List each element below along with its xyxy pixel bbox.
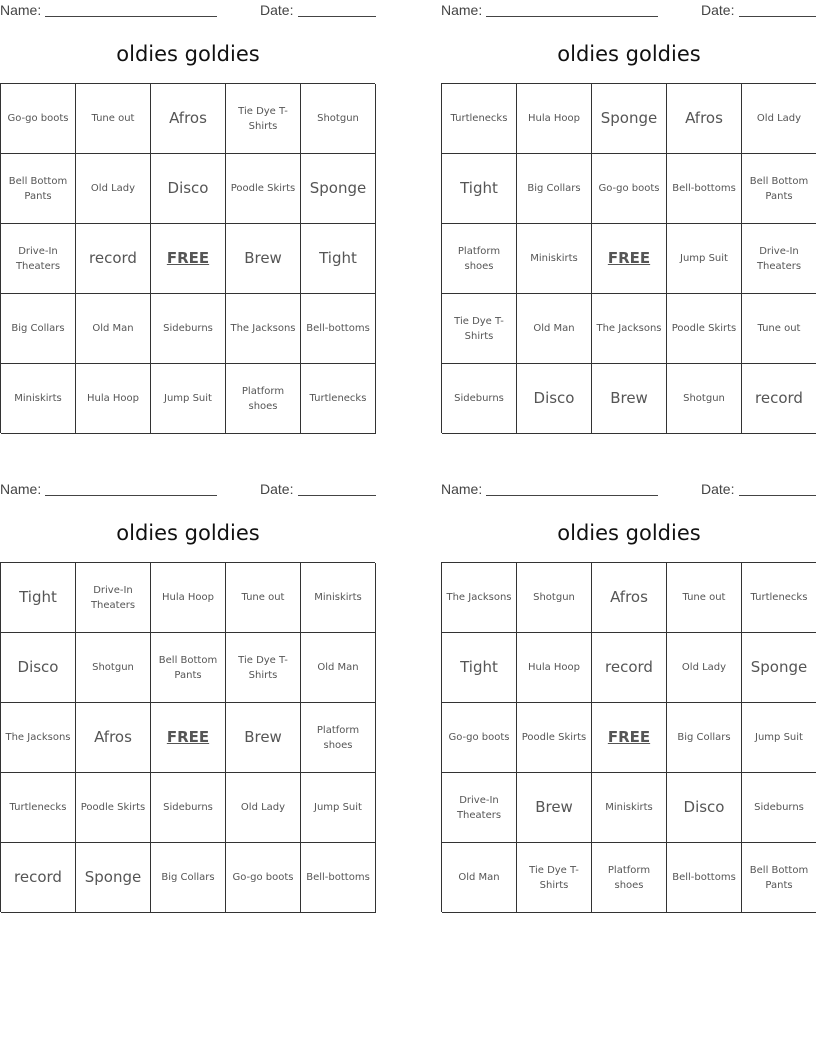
- bingo-cell[interactable]: Tune out: [76, 84, 151, 154]
- bingo-cell[interactable]: Shotgun: [301, 84, 376, 154]
- name-label: Name:: [0, 2, 42, 18]
- bingo-cell[interactable]: Turtlenecks: [742, 563, 816, 633]
- bingo-cell[interactable]: Go-go boots: [226, 843, 301, 913]
- bingo-cell[interactable]: Disco: [667, 773, 742, 843]
- bingo-card-1: [0, 0, 376, 440]
- free-space-cell[interactable]: FREE: [592, 703, 667, 773]
- bingo-cell[interactable]: Tight: [1, 563, 76, 633]
- bingo-cell[interactable]: Disco: [517, 364, 592, 434]
- bingo-cell[interactable]: Bell Bottom Pants: [1, 154, 76, 224]
- date-blank-line[interactable]: [298, 495, 376, 496]
- bingo-cell[interactable]: Tie Dye T-Shirts: [442, 294, 517, 364]
- name-label: Name:: [441, 481, 483, 497]
- bingo-cell[interactable]: Old Man: [76, 294, 151, 364]
- date-blank-line[interactable]: [739, 495, 816, 496]
- bingo-cell[interactable]: Platform shoes: [226, 364, 301, 434]
- bingo-cell[interactable]: Big Collars: [667, 703, 742, 773]
- bingo-cell[interactable]: Miniskirts: [301, 563, 376, 633]
- bingo-cell[interactable]: Jump Suit: [301, 773, 376, 843]
- free-space-cell[interactable]: FREE: [592, 224, 667, 294]
- bingo-cell[interactable]: Afros: [151, 84, 226, 154]
- bingo-cell[interactable]: Old Man: [517, 294, 592, 364]
- bingo-cell[interactable]: Turtlenecks: [1, 773, 76, 843]
- name-blank-line[interactable]: [486, 16, 658, 17]
- bingo-cell[interactable]: Drive-In Theaters: [1, 224, 76, 294]
- bingo-cell[interactable]: Tune out: [667, 563, 742, 633]
- bingo-cell[interactable]: Tie Dye T-Shirts: [226, 84, 301, 154]
- bingo-cell[interactable]: Platform shoes: [442, 224, 517, 294]
- bingo-cell[interactable]: Tight: [442, 154, 517, 224]
- bingo-cell[interactable]: Drive-In Theaters: [742, 224, 816, 294]
- bingo-cell[interactable]: Bell-bottoms: [301, 843, 376, 913]
- bingo-cell[interactable]: Afros: [592, 563, 667, 633]
- name-date-header: [0, 0, 376, 22]
- bingo-cell[interactable]: Bell Bottom Pants: [742, 843, 816, 913]
- bingo-cell[interactable]: Tune out: [226, 563, 301, 633]
- bingo-cell[interactable]: Shotgun: [76, 633, 151, 703]
- bingo-cell[interactable]: Sponge: [301, 154, 376, 224]
- card-title: oldies goldies: [116, 42, 260, 66]
- bingo-cell[interactable]: record: [1, 843, 76, 913]
- bingo-cell[interactable]: Hula Hoop: [151, 563, 226, 633]
- bingo-cell[interactable]: Sponge: [742, 633, 816, 703]
- bingo-cell[interactable]: Brew: [226, 224, 301, 294]
- card-title: oldies goldies: [116, 521, 260, 545]
- free-space-cell[interactable]: FREE: [151, 703, 226, 773]
- bingo-card-3: [0, 479, 376, 919]
- bingo-cell[interactable]: Big Collars: [151, 843, 226, 913]
- bingo-cell[interactable]: Brew: [517, 773, 592, 843]
- date-blank-line[interactable]: [298, 16, 376, 17]
- bingo-cell[interactable]: Turtlenecks: [442, 84, 517, 154]
- name-date-header: [441, 479, 816, 501]
- bingo-cell[interactable]: Drive-In Theaters: [76, 563, 151, 633]
- bingo-cell[interactable]: The Jacksons: [442, 563, 517, 633]
- bingo-cell[interactable]: Sideburns: [742, 773, 816, 843]
- bingo-cell[interactable]: The Jacksons: [226, 294, 301, 364]
- bingo-cell[interactable]: Go-go boots: [1, 84, 76, 154]
- bingo-cell[interactable]: Sideburns: [151, 773, 226, 843]
- bingo-cell[interactable]: record: [742, 364, 816, 434]
- bingo-cell[interactable]: Brew: [592, 364, 667, 434]
- bingo-cell[interactable]: Hula Hoop: [517, 84, 592, 154]
- name-label: Name:: [441, 2, 483, 18]
- bingo-cell[interactable]: Sponge: [76, 843, 151, 913]
- card-title: oldies goldies: [557, 521, 701, 545]
- bingo-cell[interactable]: Hula Hoop: [76, 364, 151, 434]
- bingo-cell[interactable]: Old Man: [301, 633, 376, 703]
- name-date-header: [441, 0, 816, 22]
- bingo-card-4: [441, 479, 816, 919]
- bingo-cell[interactable]: Turtlenecks: [301, 364, 376, 434]
- name-blank-line[interactable]: [45, 495, 217, 496]
- bingo-cell[interactable]: Sideburns: [151, 294, 226, 364]
- bingo-cell[interactable]: Jump Suit: [151, 364, 226, 434]
- bingo-cell[interactable]: The Jacksons: [592, 294, 667, 364]
- bingo-cell[interactable]: Old Lady: [667, 633, 742, 703]
- bingo-cell[interactable]: Bell-bottoms: [301, 294, 376, 364]
- bingo-cell[interactable]: Afros: [76, 703, 151, 773]
- free-space-cell[interactable]: FREE: [151, 224, 226, 294]
- bingo-cell[interactable]: Bell Bottom Pants: [742, 154, 816, 224]
- bingo-grid: [0, 562, 375, 912]
- bingo-cell[interactable]: Sponge: [592, 84, 667, 154]
- bingo-cell[interactable]: Old Lady: [742, 84, 816, 154]
- name-label: Name:: [0, 481, 42, 497]
- bingo-cell[interactable]: Jump Suit: [742, 703, 816, 773]
- date-label: Date:: [701, 2, 735, 18]
- bingo-cell[interactable]: Tight: [442, 633, 517, 703]
- date-label: Date:: [260, 2, 294, 18]
- bingo-cell[interactable]: Old Lady: [76, 154, 151, 224]
- bingo-cell[interactable]: The Jacksons: [1, 703, 76, 773]
- date-blank-line[interactable]: [739, 16, 816, 17]
- bingo-card-2: [441, 0, 816, 440]
- bingo-cell[interactable]: Brew: [226, 703, 301, 773]
- bingo-cell[interactable]: Disco: [151, 154, 226, 224]
- bingo-cell[interactable]: record: [76, 224, 151, 294]
- name-date-header: [0, 479, 376, 501]
- bingo-cell[interactable]: Big Collars: [1, 294, 76, 364]
- bingo-cell[interactable]: Bell Bottom Pants: [151, 633, 226, 703]
- date-label: Date:: [260, 481, 294, 497]
- bingo-cell[interactable]: Miniskirts: [517, 224, 592, 294]
- bingo-grid: [441, 562, 816, 912]
- name-blank-line[interactable]: [486, 495, 658, 496]
- bingo-cell[interactable]: Drive-In Theaters: [442, 773, 517, 843]
- bingo-cell[interactable]: Go-go boots: [592, 154, 667, 224]
- bingo-cell[interactable]: Bell-bottoms: [667, 843, 742, 913]
- bingo-cell[interactable]: Hula Hoop: [517, 633, 592, 703]
- bingo-cell[interactable]: Bell-bottoms: [667, 154, 742, 224]
- name-blank-line[interactable]: [45, 16, 217, 17]
- bingo-cell[interactable]: Old Man: [442, 843, 517, 913]
- bingo-cell[interactable]: Tune out: [742, 294, 816, 364]
- bingo-cell[interactable]: Poodle Skirts: [76, 773, 151, 843]
- date-label: Date:: [701, 481, 735, 497]
- bingo-cell[interactable]: record: [592, 633, 667, 703]
- bingo-grid: [441, 83, 816, 433]
- bingo-cell[interactable]: Tie Dye T-Shirts: [517, 843, 592, 913]
- bingo-cell[interactable]: Sideburns: [442, 364, 517, 434]
- bingo-cell[interactable]: Miniskirts: [592, 773, 667, 843]
- bingo-cell[interactable]: Tie Dye T-Shirts: [226, 633, 301, 703]
- bingo-cell[interactable]: Old Lady: [226, 773, 301, 843]
- bingo-cell[interactable]: Disco: [1, 633, 76, 703]
- bingo-cell[interactable]: Shotgun: [517, 563, 592, 633]
- bingo-cell[interactable]: Poodle Skirts: [667, 294, 742, 364]
- bingo-grid: [0, 83, 375, 433]
- bingo-cell[interactable]: Shotgun: [667, 364, 742, 434]
- bingo-cell[interactable]: Poodle Skirts: [226, 154, 301, 224]
- card-title: oldies goldies: [557, 42, 701, 66]
- bingo-cell[interactable]: Platform shoes: [301, 703, 376, 773]
- bingo-cell[interactable]: Tight: [301, 224, 376, 294]
- bingo-cell[interactable]: Go-go boots: [442, 703, 517, 773]
- bingo-cell[interactable]: Big Collars: [517, 154, 592, 224]
- bingo-cell[interactable]: Platform shoes: [592, 843, 667, 913]
- bingo-cell[interactable]: Miniskirts: [1, 364, 76, 434]
- bingo-cell[interactable]: Poodle Skirts: [517, 703, 592, 773]
- bingo-cell[interactable]: Afros: [667, 84, 742, 154]
- bingo-cell[interactable]: Jump Suit: [667, 224, 742, 294]
